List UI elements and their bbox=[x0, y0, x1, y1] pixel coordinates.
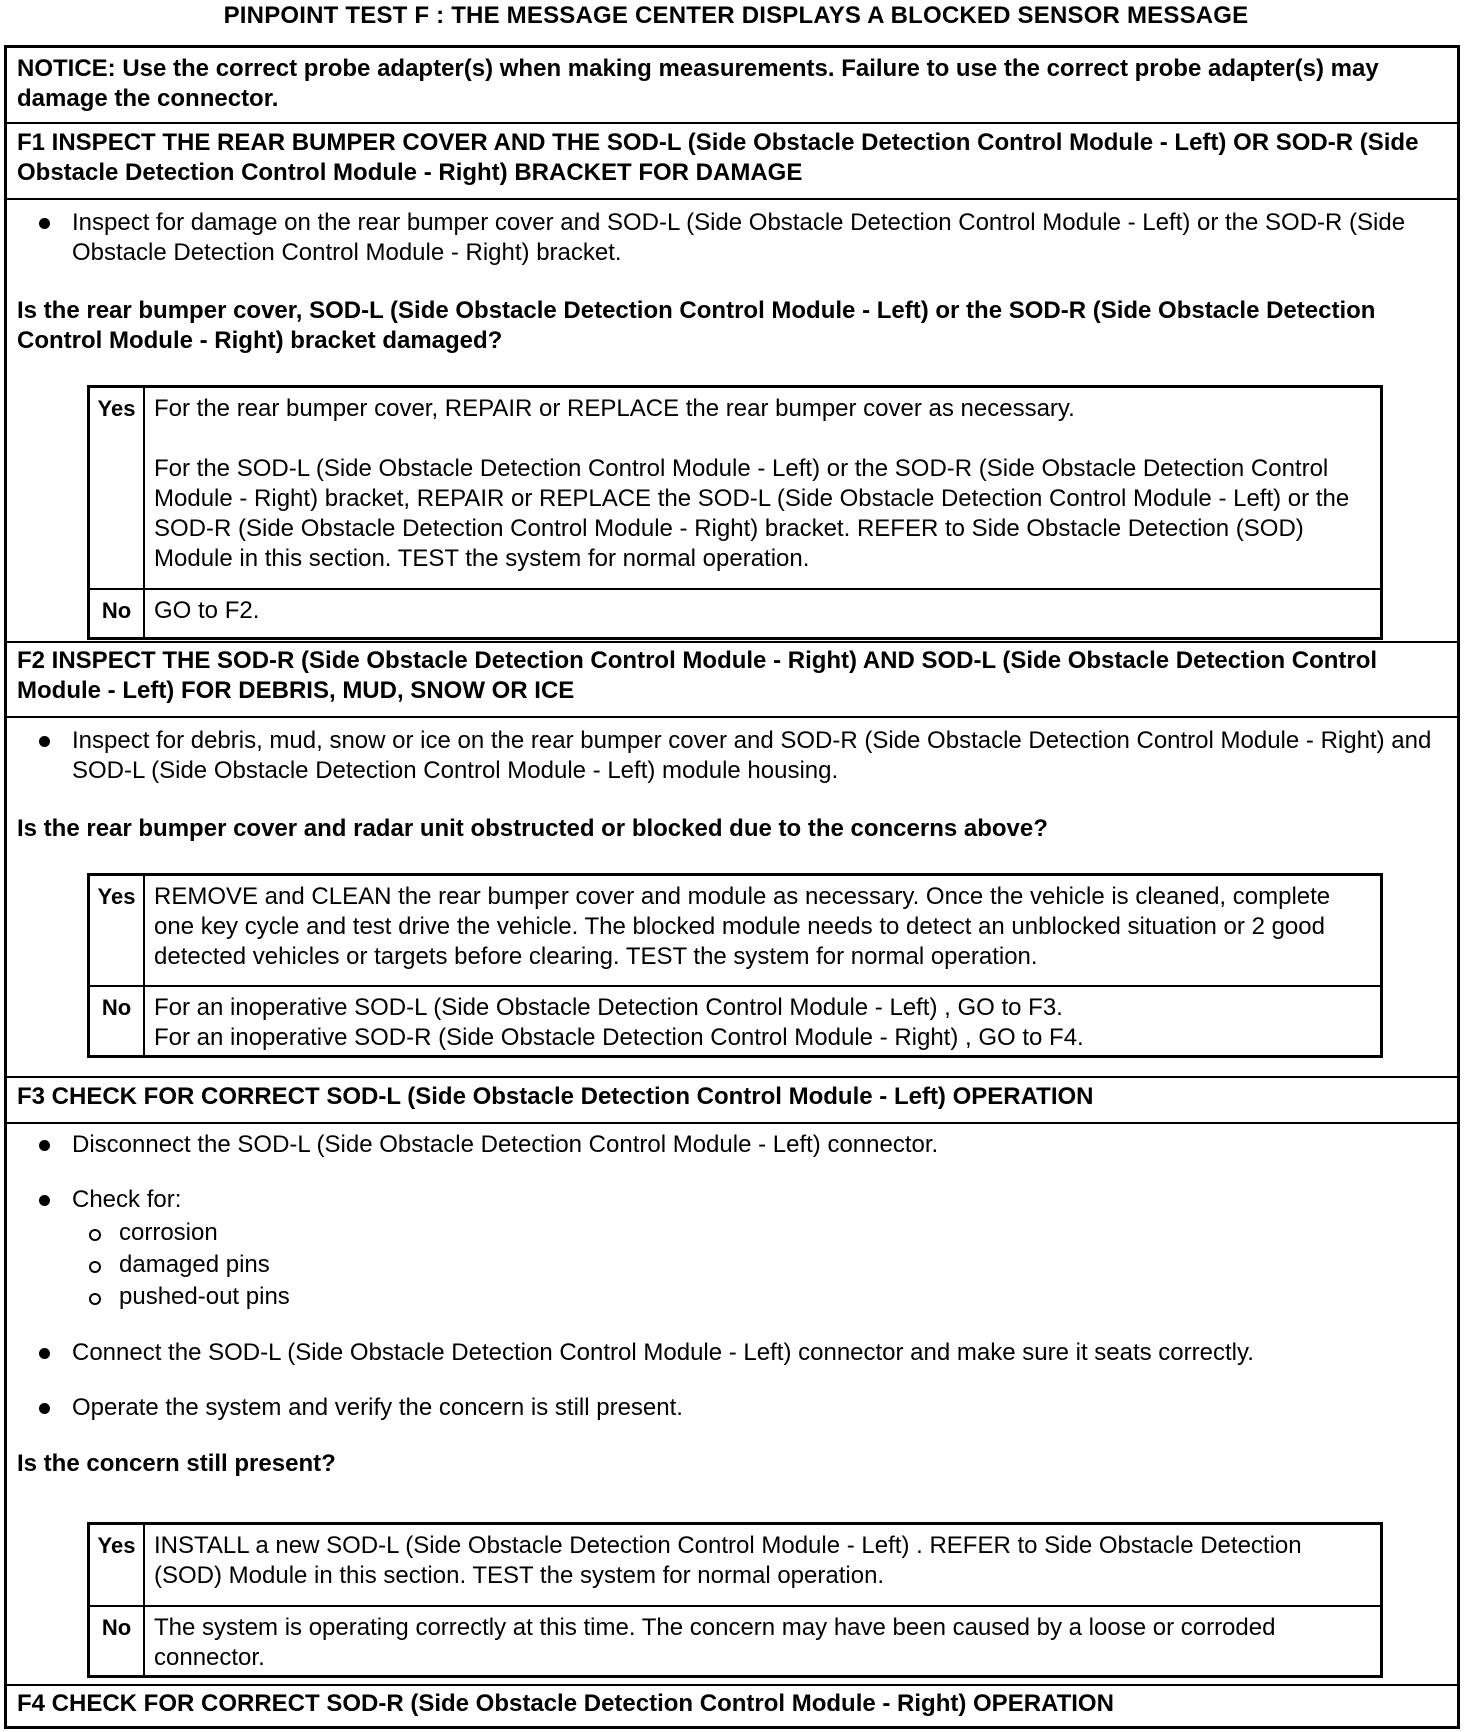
f3-answer-table bbox=[87, 1522, 1383, 1678]
bullet-icon bbox=[39, 1403, 50, 1414]
f1-question: Is the rear bumper cover, SOD-L (Side Obstacle Detection Control Module - Left) or the SOD-R (Side Obstacle Detection Control Module - Right) bracket damaged? bbox=[17, 297, 1376, 354]
f3-no-text: The system is operating correctly at this time. The concern may have been caused by a loose or corroded connector. bbox=[154, 1614, 1276, 1671]
divider bbox=[7, 1076, 1457, 1078]
f3-no-row bbox=[90, 1605, 1380, 1677]
bullet-icon bbox=[39, 1140, 50, 1151]
yes-label: Yes bbox=[90, 1525, 145, 1605]
f1-yes-text bbox=[154, 394, 1372, 574]
f3-subitem-text: pushed-out pins bbox=[119, 1283, 290, 1310]
divider bbox=[7, 641, 1457, 643]
bullet-icon bbox=[39, 218, 50, 229]
f3-yes-text: INSTALL a new SOD-L (Side Obstacle Detection Control Module - Left) . REFER to Side Obstacle Detection (SOD) Module in this section. TEST the system for normal operation. bbox=[154, 1532, 1302, 1589]
f1-no-text: GO to F2. bbox=[154, 597, 260, 624]
divider bbox=[7, 1684, 1457, 1686]
f3-subitem bbox=[79, 1218, 218, 1248]
f3-bullet-2-text: Check for: bbox=[72, 1186, 182, 1213]
divider bbox=[7, 122, 1457, 124]
f3-bullet-1 bbox=[17, 1130, 1447, 1160]
notice-text: NOTICE: Use the correct probe adapter(s) when making measurements. Failure to use the correct probe adapter(s) may damage the connector. bbox=[17, 55, 1379, 112]
f2-bullet bbox=[17, 726, 1447, 786]
f3-bullet-2 bbox=[17, 1185, 1447, 1215]
f1-no-row bbox=[90, 588, 1380, 639]
bullet-icon bbox=[39, 1195, 50, 1206]
f1-bullet bbox=[17, 208, 1447, 268]
f1-yes-paragraph-1: For the rear bumper cover, REPAIR or REPLACE the rear bumper cover as necessary. bbox=[154, 395, 1075, 422]
divider bbox=[7, 1122, 1457, 1124]
no-label: No bbox=[90, 590, 145, 639]
no-label: No bbox=[90, 1607, 145, 1677]
f2-question: Is the rear bumper cover and radar unit obstructed or blocked due to the concerns above? bbox=[17, 815, 1048, 842]
f3-bullet-3-text: Connect the SOD-L (Side Obstacle Detection Control Module - Left) connector and make sure it seats correctly. bbox=[72, 1339, 1254, 1366]
f3-yes-row bbox=[90, 1525, 1380, 1605]
yes-label: Yes bbox=[90, 388, 145, 588]
circle-bullet-icon bbox=[89, 1229, 101, 1241]
f2-heading: F2 INSPECT THE SOD-R (Side Obstacle Detection Control Module - Right) AND SOD-L (Side Obstacle Detection Control Module - Left) FOR DEBRIS, MUD, SNOW OR ICE bbox=[17, 647, 1378, 704]
f3-bullet-4-text: Operate the system and verify the concern is still present. bbox=[72, 1394, 683, 1421]
divider bbox=[7, 198, 1457, 200]
f3-subitem-text: damaged pins bbox=[119, 1251, 270, 1278]
f2-bullet-text: Inspect for debris, mud, snow or ice on the rear bumper cover and SOD-R (Side Obstacle Detection Control Module - Right) and SOD-L (Side Obstacle Detection Control Module - Left) module housing. bbox=[72, 727, 1432, 784]
page-title: PINPOINT TEST F : THE MESSAGE CENTER DISPLAYS A BLOCKED SENSOR MESSAGE bbox=[223, 2, 1249, 29]
yes-label: Yes bbox=[90, 876, 145, 985]
f2-answer-table bbox=[87, 873, 1383, 1058]
f4-heading: F4 CHECK FOR CORRECT SOD-R (Side Obstacle Detection Control Module - Right) OPERATION bbox=[17, 1690, 1114, 1717]
f3-subitem bbox=[79, 1250, 270, 1280]
f2-yes-text: REMOVE and CLEAN the rear bumper cover and module as necessary. Once the vehicle is cleaned, complete one key cycle and test drive the vehicle. The blocked module needs to detect an unblocked situation or 2 good detected vehicles or targets before clearing. TEST the system for normal operation. bbox=[154, 883, 1331, 970]
divider bbox=[7, 716, 1457, 718]
f2-no-line-1: For an inoperative SOD-L (Side Obstacle Detection Control Module - Left) , GO to F3. bbox=[154, 994, 1063, 1021]
f2-no-text bbox=[154, 993, 1372, 1053]
f1-answer-table bbox=[87, 385, 1383, 640]
circle-bullet-icon bbox=[89, 1261, 101, 1273]
f3-question: Is the concern still present? bbox=[17, 1450, 336, 1477]
bullet-icon bbox=[39, 1348, 50, 1359]
pinpoint-test-table bbox=[4, 45, 1460, 1729]
f3-heading: F3 CHECK FOR CORRECT SOD-L (Side Obstacle Detection Control Module - Left) OPERATION bbox=[17, 1083, 1094, 1110]
f2-no-line-2: For an inoperative SOD-R (Side Obstacle Detection Control Module - Right) , GO to F4. bbox=[154, 1024, 1084, 1051]
circle-bullet-icon bbox=[89, 1293, 101, 1305]
f3-bullet-4 bbox=[17, 1393, 1447, 1423]
f1-heading: F1 INSPECT THE REAR BUMPER COVER AND THE SOD-L (Side Obstacle Detection Control Module - Left) OR SOD-R (Side Obstacle Detection Control Module - Right) BRACKET FOR DAMAGE bbox=[17, 129, 1419, 186]
f1-yes-paragraph-2: For the SOD-L (Side Obstacle Detection Control Module - Left) or the SOD-R (Side Obstacle Detection Control Module - Right) bracket, REPAIR or REPLACE the SOD-L (Side Obstacle Detection Control Module - Left) or the SOD-R (Side Obstacle Detection Control Module - Right) bracket. REFER to Side Obstacle Detection (SOD) Module in this section. TEST the system for normal operation. bbox=[154, 455, 1350, 572]
f3-subitem-text: corrosion bbox=[119, 1219, 218, 1246]
no-label: No bbox=[90, 987, 145, 1057]
f1-bullet-text: Inspect for damage on the rear bumper cover and SOD-L (Side Obstacle Detection Control Module - Left) or the SOD-R (Side Obstacle Detection Control Module - Right) bracket. bbox=[72, 209, 1406, 266]
f1-yes-row bbox=[90, 388, 1380, 588]
f3-bullet-3 bbox=[17, 1338, 1447, 1368]
f2-no-row bbox=[90, 985, 1380, 1057]
bullet-icon bbox=[39, 736, 50, 747]
f2-yes-row bbox=[90, 876, 1380, 985]
f3-bullet-1-text: Disconnect the SOD-L (Side Obstacle Detection Control Module - Left) connector. bbox=[72, 1131, 939, 1158]
f3-subitem bbox=[79, 1282, 290, 1312]
